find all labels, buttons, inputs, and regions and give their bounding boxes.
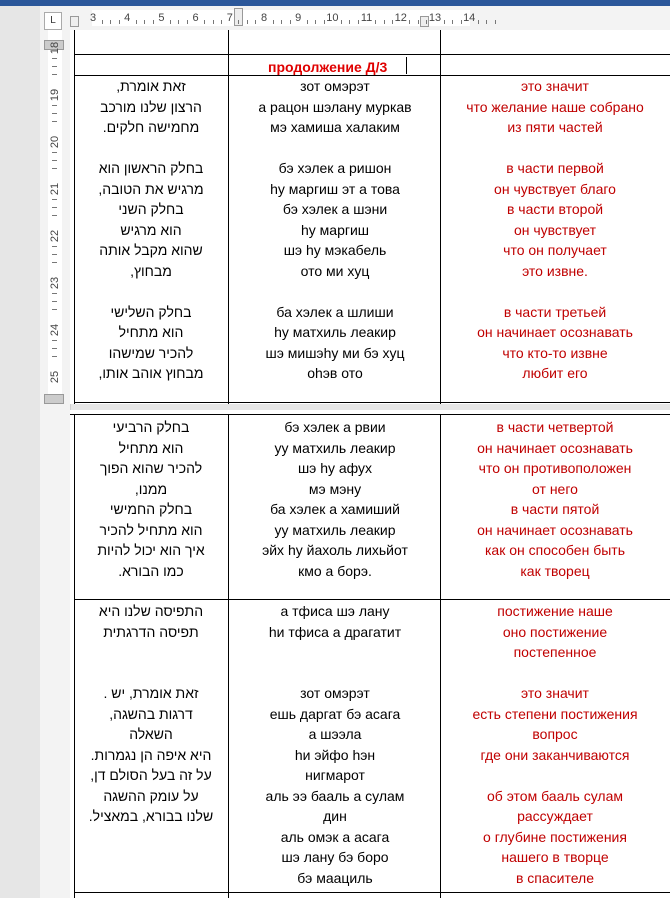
ruler-tick bbox=[495, 20, 496, 24]
cell-line: бэ хэлек а шэни bbox=[282, 201, 388, 217]
cell-line: תפיסה הדרגתית bbox=[103, 623, 199, 640]
ruler-tick bbox=[136, 20, 137, 24]
cell-line: эйх hу йахоль лихьйот bbox=[262, 542, 408, 558]
cell-line: вопрос bbox=[532, 726, 578, 742]
cell-line: бэ маациль bbox=[297, 869, 373, 886]
cell-line: шэ лану бэ боро bbox=[281, 849, 389, 865]
ruler-tick bbox=[461, 20, 462, 24]
cell-line: где они заканчиваются bbox=[480, 746, 630, 763]
cell-line: любит его bbox=[522, 365, 588, 381]
ruler-tick bbox=[52, 121, 57, 122]
ruler-tick bbox=[324, 20, 325, 24]
cell-line: הוא מרגיש bbox=[120, 221, 182, 238]
ruler-number: 22 bbox=[49, 229, 61, 243]
cell-line bbox=[76, 642, 226, 663]
ruler-number: 7 bbox=[226, 12, 233, 24]
column-marker[interactable] bbox=[420, 16, 429, 27]
ruler-tick bbox=[255, 20, 256, 24]
cell-line: להכיר שהוא הפוך bbox=[99, 460, 203, 476]
text-cursor bbox=[406, 57, 407, 74]
cell-line bbox=[76, 663, 226, 684]
row2-translit[interactable] bbox=[230, 417, 440, 581]
ruler-tick bbox=[153, 20, 154, 24]
cell-line: есть степени постижения bbox=[472, 705, 638, 722]
ruler-tick bbox=[204, 20, 205, 24]
cell-line bbox=[230, 138, 440, 159]
ruler-tick bbox=[110, 20, 111, 24]
cell-line: оhэв ото bbox=[307, 365, 363, 381]
cell-line: он начинает осознавать bbox=[477, 324, 633, 340]
margin-marker[interactable] bbox=[44, 394, 64, 404]
cell-line: оно постижение bbox=[502, 623, 608, 640]
cell-line: это извне. bbox=[522, 262, 588, 279]
cell-line: он чувствует bbox=[513, 221, 597, 238]
ruler-number: 4 bbox=[124, 12, 131, 24]
cell-line: בחלק החמישי bbox=[109, 501, 193, 517]
ruler-tick bbox=[358, 20, 359, 24]
cell-line: что он противоположен bbox=[478, 460, 632, 476]
row3-translit[interactable] bbox=[230, 601, 440, 888]
ruler-tick bbox=[52, 74, 57, 75]
cell-line: это значит bbox=[521, 78, 589, 94]
ruler-tick bbox=[418, 20, 419, 24]
ruler-tick bbox=[315, 20, 316, 24]
cell-line: в части третьей bbox=[503, 303, 607, 320]
ruler-tick bbox=[221, 20, 222, 24]
cell-line: להכיר שמישהו bbox=[108, 344, 194, 361]
cell-line: бэ хэлек а ришон bbox=[278, 160, 392, 176]
ruler-tick bbox=[52, 340, 57, 341]
cell-line: מרגיש את הטובה, bbox=[98, 180, 204, 197]
cell-line bbox=[442, 138, 668, 159]
cell-line: кмо а борэ. bbox=[298, 562, 372, 579]
ruler-tick bbox=[52, 168, 57, 169]
cell-line: ешь даргат бэ асага bbox=[269, 705, 401, 722]
cell-line: из пяти частей bbox=[507, 119, 603, 135]
ruler-tick bbox=[444, 20, 445, 24]
ruler-tick bbox=[281, 20, 282, 24]
cell-line: дин bbox=[323, 808, 347, 824]
cell-line: בחלק הראשון הוא bbox=[98, 160, 204, 176]
ruler-tick bbox=[102, 20, 103, 24]
cell-line: мэ хамиша халаким bbox=[270, 119, 400, 135]
row1-hebrew[interactable] bbox=[76, 76, 226, 384]
cell-line: а шээла bbox=[308, 726, 362, 742]
cell-line: в части первой bbox=[506, 160, 604, 176]
cell-line: שלנו בבורא, במאציל. bbox=[88, 808, 214, 824]
row2-hebrew[interactable] bbox=[76, 417, 226, 581]
cell-line bbox=[76, 138, 226, 159]
ruler-tick bbox=[392, 20, 393, 24]
cell-line: а рацон шэлану муркав bbox=[258, 98, 412, 115]
ruler-tick bbox=[52, 309, 57, 310]
ruler-tick bbox=[52, 356, 57, 357]
cell-line: ото ми хуц bbox=[300, 262, 370, 279]
ruler-number: 23 bbox=[49, 276, 61, 290]
cell-line: מבחוץ, bbox=[130, 262, 172, 279]
cell-line: על עומק ההשגה bbox=[103, 787, 199, 804]
cell-line: в спасителе bbox=[515, 869, 595, 886]
cell-line: шэ мишэhу ми бэ хуц bbox=[265, 344, 405, 361]
tab-selector[interactable]: L bbox=[44, 12, 62, 30]
ruler-tick bbox=[375, 20, 376, 24]
ruler-tick bbox=[247, 20, 248, 24]
ruler-number: 11 bbox=[360, 12, 373, 24]
cell-line: hу маргиш bbox=[300, 221, 370, 238]
cell-line: что кто-то извне bbox=[502, 344, 608, 361]
ruler-tick bbox=[170, 20, 171, 24]
ruler-number: 20 bbox=[49, 135, 61, 149]
cell-line: о глубине постижения bbox=[483, 828, 627, 845]
cell-line: היא איפה הן נגמרות. bbox=[90, 746, 212, 763]
ruler-number: 18 bbox=[49, 41, 61, 55]
cell-line: דרגות בהשגה, bbox=[109, 705, 193, 722]
cell-line: от него bbox=[532, 480, 578, 497]
ruler-number: 3 bbox=[89, 12, 97, 24]
cell-line bbox=[230, 663, 440, 684]
ruler-tick bbox=[349, 20, 350, 24]
ruler-tick bbox=[52, 262, 57, 263]
cell-line: уу матхиль леакир bbox=[274, 439, 396, 456]
ruler-tick bbox=[341, 20, 342, 24]
cell-line: рассуждает bbox=[517, 808, 593, 824]
cell-line: בחלק הרביעי bbox=[112, 419, 190, 435]
ruler-number: 5 bbox=[158, 12, 165, 24]
cell-line: הוא מתחיל bbox=[118, 324, 184, 340]
cell-line: зот омэрэт bbox=[300, 78, 370, 94]
cell-line: а тфиса шэ лану bbox=[280, 603, 390, 619]
ruler-tick bbox=[144, 20, 145, 24]
cell-line: в части четвертой bbox=[496, 419, 614, 435]
cell-line: об этом бааль сулам bbox=[487, 787, 623, 804]
ruler-tick bbox=[52, 66, 57, 67]
cell-line: аль омэк а асага bbox=[280, 828, 390, 845]
cell-line: זאת אומרת, יש . bbox=[103, 685, 199, 701]
cell-line: השאלה bbox=[129, 726, 173, 742]
cell-line: в части пятой bbox=[510, 501, 600, 517]
cell-line: הוא מתחיל להכיר bbox=[99, 521, 203, 538]
cell-line: как он способен быть bbox=[484, 542, 625, 558]
cell-line: מחמישה חלקים. bbox=[102, 119, 200, 135]
ruler-number: 12 bbox=[394, 12, 407, 24]
ruler-number: 21 bbox=[49, 182, 61, 196]
ruler-tick bbox=[119, 20, 120, 24]
ruler-tick bbox=[426, 20, 427, 24]
ruler-number: 10 bbox=[326, 12, 339, 24]
ruler-tick bbox=[384, 20, 385, 24]
ruler-tick bbox=[52, 113, 57, 114]
ruler-tick bbox=[52, 254, 57, 255]
ruler-tick bbox=[213, 20, 214, 24]
ruler-tick bbox=[52, 199, 57, 200]
ruler-tick bbox=[52, 301, 57, 302]
cell-line: как творец bbox=[520, 562, 590, 579]
cell-line: нашего в творце bbox=[501, 849, 609, 865]
cell-line: על זה בעל הסולם דן, bbox=[90, 767, 212, 783]
row1-translit[interactable] bbox=[230, 76, 440, 384]
row3-russian[interactable] bbox=[442, 601, 668, 888]
cell-line: hу матхиль леакир bbox=[274, 324, 396, 340]
horizontal-ruler[interactable] bbox=[40, 6, 670, 31]
ruler-tick bbox=[52, 246, 57, 247]
cell-line: шэ hу мэкабель bbox=[283, 242, 387, 258]
cell-line: זאת אומרת, bbox=[116, 78, 186, 94]
ruler-tick bbox=[52, 160, 57, 161]
ruler-number: 9 bbox=[295, 12, 302, 24]
cell-line: ба хэлек а шлиши bbox=[276, 303, 394, 320]
ruler-number: 25 bbox=[49, 370, 61, 384]
ruler-tick bbox=[290, 20, 291, 24]
cell-line: уу матхиль леакир bbox=[274, 521, 396, 538]
ruler-tick bbox=[52, 293, 57, 294]
cell-line: бэ хэлек а рвии bbox=[284, 419, 386, 435]
cell-line: הרצון שלנו מורכב bbox=[100, 98, 202, 115]
cell-line: мэ мэну bbox=[308, 480, 362, 497]
ruler-tick bbox=[52, 152, 57, 153]
ruler-tick bbox=[52, 348, 57, 349]
ruler-number: 8 bbox=[260, 12, 268, 24]
ruler-tick bbox=[409, 20, 410, 24]
ruler-tick bbox=[52, 58, 57, 59]
cell-line: он начинает осознавать bbox=[477, 521, 633, 538]
cell-line: איך הוא יכול להיות bbox=[97, 542, 205, 558]
section-title: продолжение Д/3 bbox=[268, 59, 388, 75]
ruler-tick bbox=[187, 20, 188, 24]
cell-line bbox=[230, 642, 440, 663]
cell-line: он чувствует благо bbox=[494, 180, 616, 197]
ruler-number: 14 bbox=[463, 12, 476, 24]
cell-line: постепенное bbox=[513, 644, 597, 660]
cell-line bbox=[442, 765, 668, 786]
cell-line: он начинает осознавать bbox=[477, 439, 633, 456]
cell-line: hу маргиш эт а това bbox=[270, 180, 400, 197]
ruler-tick bbox=[478, 20, 479, 24]
ruler-tick bbox=[486, 20, 487, 24]
ruler-number: 6 bbox=[192, 12, 199, 24]
ruler-tick bbox=[273, 20, 274, 24]
cell-line: בחלק השלישי bbox=[110, 303, 192, 320]
cell-line: hи эйфо hэн bbox=[294, 746, 376, 763]
cell-line: шэ hу афух bbox=[297, 460, 373, 476]
ruler-tick bbox=[452, 20, 453, 24]
ruler-tick bbox=[238, 20, 239, 24]
cell-line: hи тфиса а драгатит bbox=[268, 623, 402, 640]
ruler-number: 19 bbox=[49, 88, 61, 102]
cell-line bbox=[442, 663, 668, 684]
cell-line: это значит bbox=[521, 685, 589, 701]
cell-line: מבחוץ אוהב אותו, bbox=[98, 365, 204, 381]
ruler-tick bbox=[52, 215, 57, 216]
cell-line: что он получает bbox=[503, 242, 607, 258]
row3-hebrew[interactable] bbox=[76, 601, 226, 827]
cell-line bbox=[442, 281, 668, 302]
cell-line: בחלק השני bbox=[118, 201, 184, 217]
cell-line: כמו הבורא. bbox=[118, 562, 184, 579]
vertical-ruler[interactable] bbox=[40, 30, 71, 898]
row1-russian[interactable] bbox=[442, 76, 668, 384]
ruler-tick bbox=[52, 105, 57, 106]
column-marker[interactable] bbox=[70, 16, 79, 27]
cell-line: аль ээ бааль а сулам bbox=[265, 787, 405, 804]
cell-line: в части второй bbox=[506, 201, 604, 217]
cell-line bbox=[76, 281, 226, 302]
cell-line: ממנו, bbox=[134, 480, 168, 497]
cell-line: нигмарот bbox=[305, 767, 365, 783]
ruler-tick bbox=[52, 207, 57, 208]
cell-line: зот омэрэт bbox=[300, 685, 370, 701]
row2-russian[interactable] bbox=[442, 417, 668, 581]
cell-line: ба хэлек а хамиший bbox=[270, 501, 400, 517]
ruler-number: 24 bbox=[49, 323, 61, 337]
cell-line: שהוא מקבל אותה bbox=[99, 242, 203, 258]
ruler-tick bbox=[178, 20, 179, 24]
cell-line bbox=[230, 281, 440, 302]
cell-line: הוא מתחיל bbox=[118, 439, 184, 456]
ruler-number: 13 bbox=[428, 12, 442, 24]
cell-line: что желание наше собрано bbox=[466, 98, 644, 115]
cell-line: постижение наше bbox=[497, 603, 613, 619]
ruler-tick bbox=[307, 20, 308, 24]
cell-line: התפיסה שלנו היא bbox=[98, 603, 204, 619]
